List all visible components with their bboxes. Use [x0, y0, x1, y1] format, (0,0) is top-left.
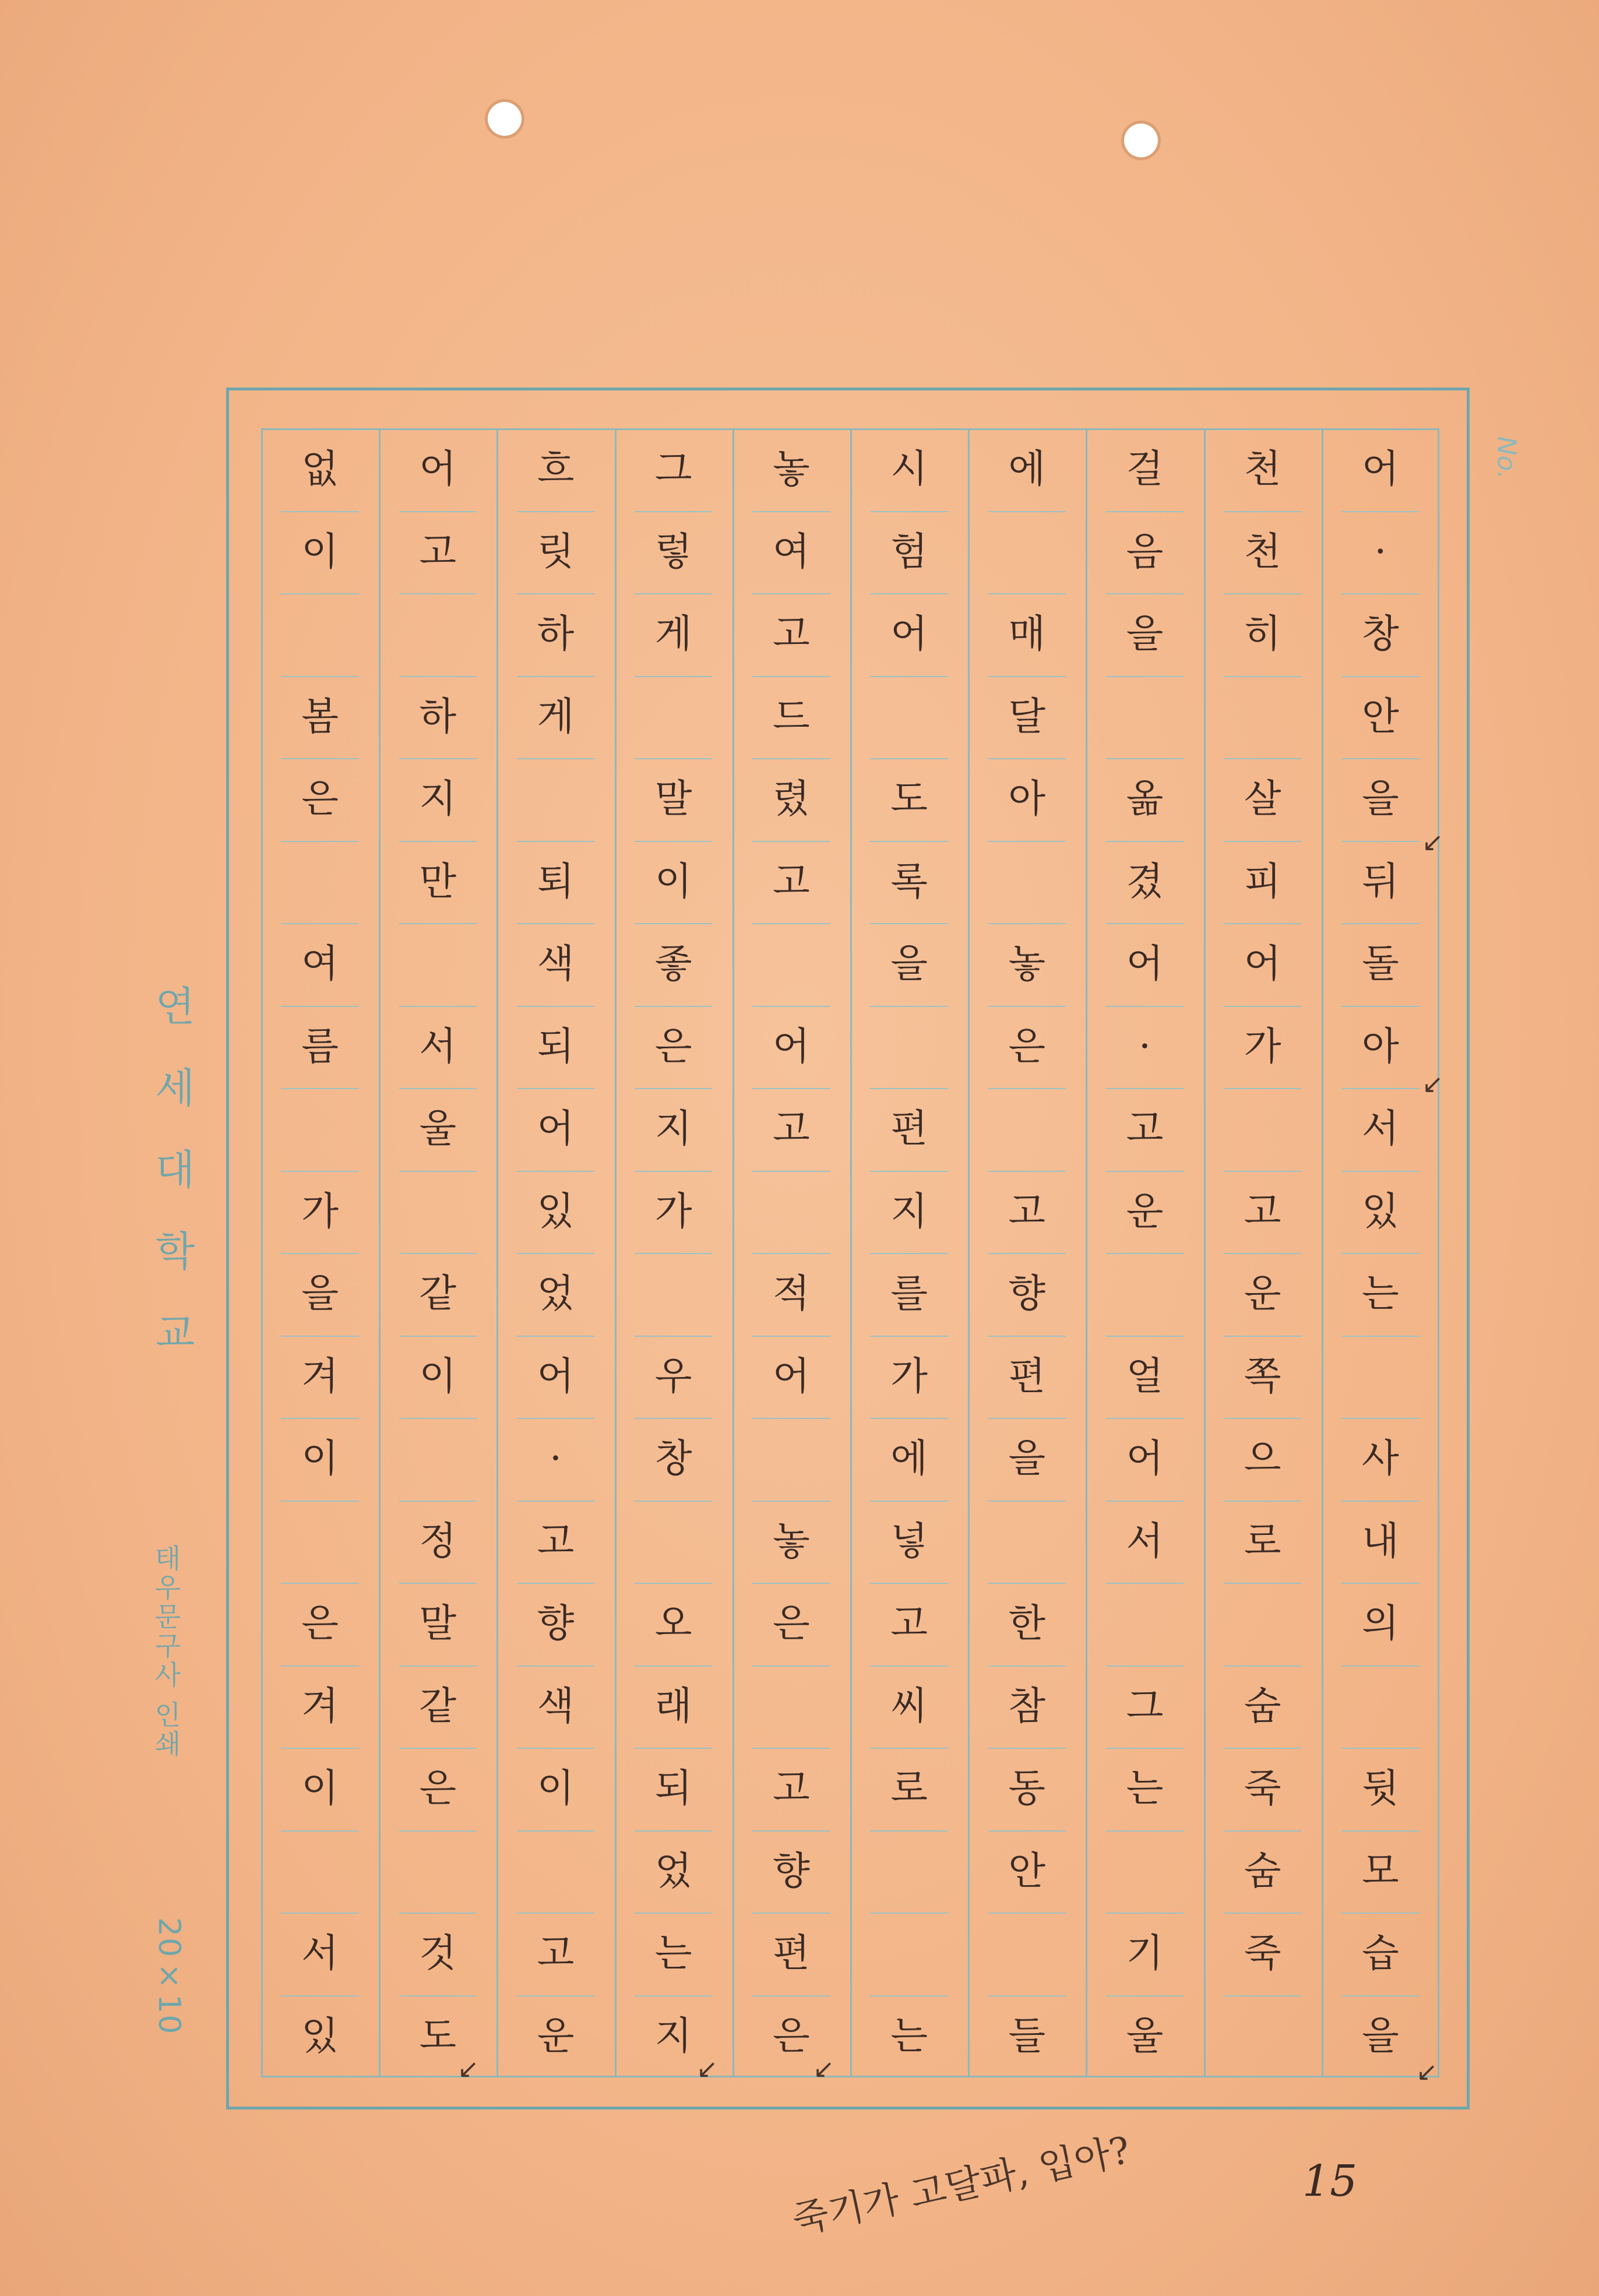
grid-column-divider	[968, 428, 970, 2077]
grid-row-divider	[752, 1665, 830, 1667]
grid-row-divider	[399, 1171, 477, 1172]
manuscript-character: 되	[537, 1023, 575, 1069]
manuscript-character: 어	[890, 611, 928, 656]
manuscript-character: 는	[1362, 1271, 1399, 1316]
manuscript-character: 우	[654, 1353, 692, 1399]
manuscript-character: 겨	[301, 1353, 339, 1399]
grid-row-divider	[988, 511, 1066, 512]
manuscript-character: 었	[537, 1271, 575, 1316]
manuscript-character: ·	[550, 1436, 562, 1481]
manuscript-character: 그	[1126, 1683, 1164, 1728]
manuscript-character: 있	[537, 1188, 575, 1234]
grid-row-divider	[281, 1088, 358, 1089]
manuscript-character: 창	[654, 1436, 692, 1481]
manuscript-character: 이	[419, 1353, 457, 1399]
manuscript-character: 서	[1362, 1106, 1399, 1151]
manuscript-character: 래	[654, 1683, 692, 1728]
manuscript-character: 는	[654, 1931, 692, 1975]
manuscript-character: 을	[890, 941, 928, 986]
manuscript-character: 록	[890, 858, 928, 904]
manuscript-character: 렸	[773, 776, 810, 821]
grid-row-divider	[1224, 1995, 1301, 1996]
manuscript-character: 어	[1126, 1436, 1164, 1481]
manuscript-character: 지	[419, 776, 457, 821]
manuscript-character: 고	[773, 611, 810, 656]
manuscript-character: 같	[419, 1271, 457, 1316]
manuscript-character: 쪽	[1244, 1353, 1281, 1399]
manuscript-character: 내	[1362, 1518, 1399, 1563]
manuscript-character: 말	[419, 1601, 457, 1646]
grid-row-divider	[870, 1913, 948, 1914]
manuscript-character: 가	[301, 1188, 339, 1234]
grid-column-divider	[615, 428, 617, 2077]
manuscript-character: 름	[301, 1023, 339, 1069]
page-no-label: No.	[1491, 436, 1521, 480]
manuscript-character: 어	[419, 446, 457, 491]
manuscript-character: 편	[773, 1931, 810, 1975]
grid-row-divider	[399, 593, 477, 594]
grid-column-divider	[732, 428, 734, 2077]
manuscript-character: 은	[773, 2013, 810, 2058]
grid-row-divider	[752, 923, 830, 924]
grid-row-divider	[399, 1418, 477, 1419]
manuscript-character: 그	[654, 446, 692, 491]
manuscript-character: 사	[1362, 1436, 1399, 1481]
manuscript-character: 안	[1362, 693, 1399, 739]
grid-row-divider	[1341, 1665, 1419, 1667]
manuscript-character: 놓	[773, 446, 810, 491]
manuscript-character: 뒷	[1362, 1766, 1399, 1811]
grid-row-divider	[281, 593, 358, 594]
grid-row-divider	[752, 1418, 830, 1419]
manuscript-character: 서	[1126, 1518, 1164, 1563]
manuscript-character: 놓	[773, 1518, 810, 1563]
manuscript-character: 편	[890, 1106, 928, 1151]
handwritten-bottom-note: 죽기가 고달파, 입아?	[788, 2129, 1134, 2243]
manuscript-character: 살	[1244, 776, 1281, 821]
manuscript-character: 렇	[654, 529, 692, 574]
manuscript-character: 참	[1008, 1683, 1046, 1728]
manuscript-character: 울	[1126, 2013, 1164, 2058]
manuscript-character: 을	[1362, 776, 1399, 821]
manuscript-character: 은	[301, 1601, 339, 1646]
manuscript-character: 는	[890, 2013, 928, 2058]
manuscript-character: 히	[1244, 611, 1281, 656]
manuscript-character: 어	[1244, 941, 1281, 986]
grid-row-divider	[988, 1913, 1066, 1914]
manuscript-character: 게	[537, 693, 575, 739]
manuscript-character: 고	[419, 529, 457, 574]
grid-row-divider	[1341, 1336, 1419, 1337]
grid-row-divider	[870, 1830, 948, 1832]
manuscript-character: 모	[1362, 1848, 1399, 1893]
grid-column-divider	[1204, 428, 1206, 2077]
manuscript-character: 겨	[301, 1683, 339, 1728]
manuscript-character: 죽	[1244, 1931, 1281, 1975]
manuscript-character: 릿	[537, 529, 575, 574]
grid-row-divider	[399, 923, 477, 924]
manuscript-character: 고	[537, 1931, 575, 1975]
manuscript-character: 놓	[1008, 941, 1046, 986]
manuscript-character: 이	[537, 1766, 575, 1811]
manuscript-character: 어	[1362, 446, 1399, 491]
grid-row-divider	[1224, 1088, 1301, 1089]
manuscript-character: 의	[1362, 1601, 1399, 1646]
manuscript-character: 색	[537, 941, 575, 986]
manuscript-character: 하	[537, 611, 575, 656]
manuscript-character: 가	[654, 1188, 692, 1234]
grid-row-divider	[635, 676, 712, 677]
manuscript-character: 정	[419, 1518, 457, 1563]
grid-row-divider	[870, 1006, 948, 1007]
manuscript-character: 향	[773, 1848, 810, 1893]
manuscript-character: 천	[1244, 446, 1281, 491]
manuscript-character: 되	[654, 1766, 692, 1811]
manuscript-character: 겼	[1126, 858, 1164, 904]
manuscript-character: 안	[1008, 1848, 1046, 1893]
manuscript-character: 창	[1362, 611, 1399, 656]
manuscript-character: 오	[654, 1601, 692, 1646]
manuscript-character: 에	[890, 1436, 928, 1481]
manuscript-character: 울	[419, 1106, 457, 1151]
grid-row-divider	[281, 1830, 358, 1832]
grid-row-divider	[1106, 676, 1184, 677]
grid-column-divider	[850, 428, 852, 2077]
grid-row-divider	[399, 1830, 477, 1832]
manuscript-character: 걸	[1126, 446, 1164, 491]
manuscript-character: 향	[537, 1601, 575, 1646]
manuscript-character: 고	[1126, 1106, 1164, 1151]
manuscript-character: 있	[1362, 1188, 1399, 1234]
grid-row-divider	[517, 1830, 594, 1832]
manuscript-character: 이	[301, 529, 339, 574]
manuscript-character: 고	[1008, 1188, 1046, 1234]
punch-hole-right	[1124, 124, 1158, 157]
manuscript-character: 퇴	[537, 858, 575, 904]
manuscript-character: 음	[1126, 529, 1164, 574]
manuscript-character: 는	[1126, 1766, 1164, 1811]
manuscript-character: 씨	[890, 1683, 928, 1728]
check-mark: ↙	[813, 2054, 834, 2084]
check-mark: ↙	[1422, 827, 1443, 857]
grid-row-divider	[517, 758, 594, 759]
manuscript-character: 천	[1244, 529, 1281, 574]
manuscript-character: 있	[301, 2013, 339, 2058]
manuscript-character: 습	[1362, 1931, 1399, 1975]
manuscript-character: 들	[1008, 2013, 1046, 2058]
manuscript-character: 아	[1008, 776, 1046, 821]
grid-row-divider	[281, 1501, 358, 1502]
manuscript-character: 에	[1008, 446, 1046, 491]
manuscript-character: 아	[1362, 1023, 1399, 1069]
manuscript-character: 없	[301, 446, 339, 491]
manuscript-character: 여	[301, 941, 339, 986]
manuscript-character: 적	[773, 1271, 810, 1316]
manuscript-character: 은	[419, 1766, 457, 1811]
manuscript-character: 이	[301, 1766, 339, 1811]
manuscript-character: 었	[654, 1848, 692, 1893]
manuscript-character: 이	[654, 858, 692, 904]
manuscript-character: 돌	[1362, 941, 1399, 986]
manuscript-character: 뒤	[1362, 858, 1399, 904]
manuscript-character: 지	[654, 2013, 692, 2058]
grid-row-divider	[635, 1253, 712, 1254]
manuscript-character: 가	[890, 1353, 928, 1399]
manuscript-character: 어	[1126, 941, 1164, 986]
manuscript-character: 고	[537, 1518, 575, 1563]
grid-row-divider	[1224, 1583, 1301, 1584]
manuscript-character: 봄	[301, 693, 339, 739]
manuscript-character: 서	[419, 1023, 457, 1069]
manuscript-character: 옮	[1126, 776, 1164, 821]
manuscript-character: 흐	[537, 446, 575, 491]
manuscript-character: 험	[890, 529, 928, 574]
manuscript-character: 게	[654, 611, 692, 656]
grid-row-divider	[1106, 1830, 1184, 1832]
check-mark: ↙	[1416, 2057, 1438, 2087]
check-mark: ↙	[1422, 1069, 1443, 1099]
grid-row-divider	[752, 1171, 830, 1172]
check-mark: ↙	[457, 2054, 479, 2084]
manuscript-character: 은	[301, 776, 339, 821]
manuscript-character: 도	[890, 776, 928, 821]
manuscript-character: 죽	[1244, 1766, 1281, 1811]
manuscript-character: 으	[1244, 1436, 1281, 1481]
manuscript-character: 은	[773, 1601, 810, 1646]
page-number: 15	[1302, 2156, 1358, 2206]
grid-row-divider	[870, 676, 948, 677]
manuscript-character: ·	[1374, 529, 1387, 574]
manuscript-character: 시	[890, 446, 928, 491]
manuscript-character: 기	[1126, 1931, 1164, 1975]
manuscript-character: 어	[773, 1353, 810, 1399]
printer-name: 태우문구사 인쇄	[150, 1544, 182, 1759]
university-name: 연세대학교	[148, 985, 196, 1393]
manuscript-character: 어	[537, 1106, 575, 1151]
grid-row-divider	[1106, 1253, 1184, 1254]
manuscript-character: 말	[654, 776, 692, 821]
manuscript-character: 을	[1126, 611, 1164, 656]
manuscript-character: 것	[419, 1931, 457, 1975]
manuscript-character: ·	[1139, 1023, 1151, 1069]
grid-row-divider	[1106, 1583, 1184, 1584]
manuscript-character: 어	[537, 1353, 575, 1399]
manuscript-character: 동	[1008, 1766, 1046, 1811]
manuscript-character: 피	[1244, 858, 1281, 904]
grid-column-divider	[1086, 428, 1087, 2077]
manuscript-character: 숨	[1244, 1848, 1281, 1893]
manuscript-character: 고	[773, 858, 810, 904]
manuscript-character: 드	[773, 693, 810, 739]
manuscript-character: 숨	[1244, 1683, 1281, 1728]
manuscript-character: 좋	[654, 941, 692, 986]
grid-column-divider	[379, 428, 381, 2077]
manuscript-character: 고	[1244, 1188, 1281, 1234]
grid-row-divider	[988, 1088, 1066, 1089]
manuscript-character: 로	[890, 1766, 928, 1811]
grid-row-divider	[988, 841, 1066, 842]
manuscript-character: 고	[773, 1106, 810, 1151]
manuscript-character: 지	[890, 1188, 928, 1234]
manuscript-character: 운	[537, 2013, 575, 2058]
grid-column-divider	[1322, 428, 1323, 2077]
manuscript-character: 은	[1008, 1023, 1046, 1069]
manuscript-character: 운	[1126, 1188, 1164, 1234]
manuscript-character: 서	[301, 1931, 339, 1975]
manuscript-character: 을	[1362, 2013, 1399, 2058]
manuscript-character: 을	[301, 1271, 339, 1316]
manuscript-character: 도	[419, 2013, 457, 2058]
manuscript-character: 를	[890, 1271, 928, 1316]
manuscript-character: 이	[301, 1436, 339, 1481]
manuscript-character: 같	[419, 1683, 457, 1728]
manuscript-character: 어	[773, 1023, 810, 1069]
manuscript-character: 얼	[1126, 1353, 1164, 1399]
manuscript-character: 색	[537, 1683, 575, 1728]
manuscript-character: 로	[1244, 1518, 1281, 1563]
manuscript-character: 만	[419, 858, 457, 904]
manuscript-character: 을	[1008, 1436, 1046, 1481]
manuscript-character: 편	[1008, 1353, 1046, 1399]
manuscript-character: 매	[1008, 611, 1046, 656]
manuscript-character: 향	[1008, 1271, 1046, 1316]
manuscript-character: 운	[1244, 1271, 1281, 1316]
manuscript-character: 넣	[890, 1518, 928, 1563]
manuscript-character: 가	[1244, 1023, 1281, 1069]
manuscript-character: 여	[773, 529, 810, 574]
manuscript-character: 고	[773, 1766, 810, 1811]
manuscript-character: 하	[419, 693, 457, 739]
grid-size-label: 20×10	[152, 1917, 186, 2036]
check-mark: ↙	[696, 2054, 718, 2084]
grid-column-divider	[496, 428, 498, 2077]
manuscript-character: 은	[654, 1023, 692, 1069]
manuscript-character: 달	[1008, 693, 1046, 739]
manuscript-character: 지	[654, 1106, 692, 1151]
punch-hole-left	[488, 102, 522, 136]
grid-row-divider	[988, 1501, 1066, 1502]
manuscript-character: 한	[1008, 1601, 1046, 1646]
manuscript-character: 고	[890, 1601, 928, 1646]
grid-row-divider	[635, 1501, 712, 1502]
grid-row-divider	[281, 841, 358, 842]
grid-row-divider	[1224, 676, 1301, 677]
